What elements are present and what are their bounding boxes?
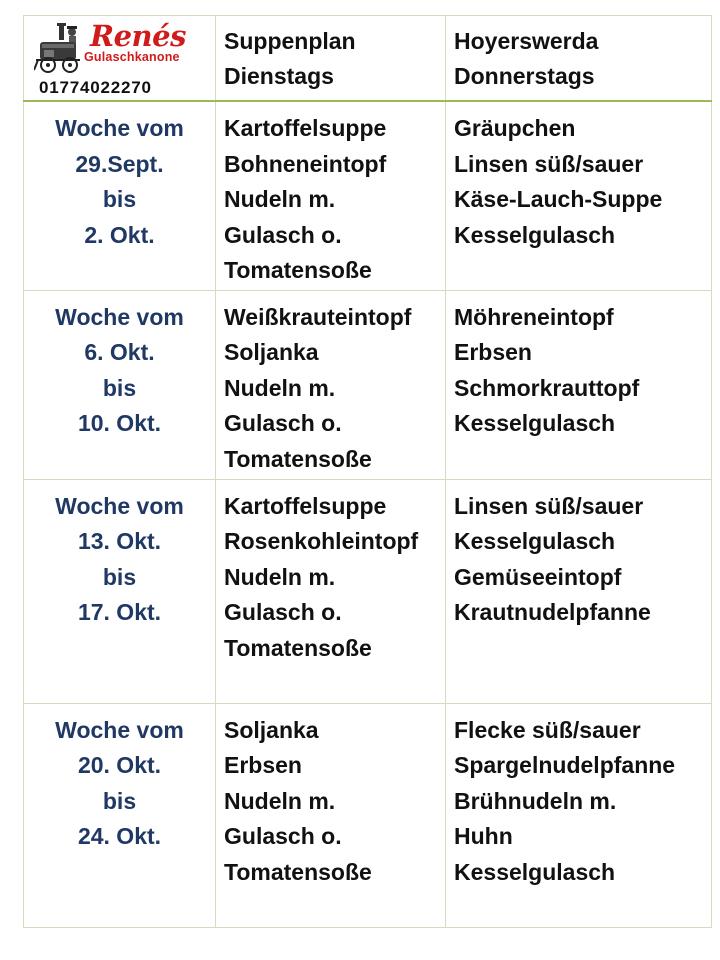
soup-item: Nudeln m. — [224, 374, 336, 401]
soup-item: Nudeln m. — [224, 563, 336, 590]
soup-item: Kesselgulasch — [454, 528, 616, 554]
soup-item: Kesselgulasch — [454, 221, 616, 248]
soup-item: Linsen süß/sauer — [454, 492, 644, 519]
header-line: Suppenplan — [224, 28, 356, 54]
thursday-soups — [446, 290, 712, 479]
soup-item: Gräupchen — [454, 115, 576, 141]
week-label-line: 6. Okt. — [84, 339, 155, 365]
header-line: Hoyerswerda — [454, 28, 599, 54]
soup-plan-table — [23, 15, 712, 928]
tuesday-soups — [216, 101, 446, 290]
header-thursday — [446, 16, 712, 102]
soup-item: Gulasch o. — [224, 823, 342, 849]
logo-name: Renés — [90, 19, 186, 53]
week-label — [24, 479, 216, 703]
week-row — [24, 101, 712, 290]
soup-item: Kesselgulasch — [454, 410, 616, 436]
field-kitchen-icon — [34, 22, 86, 74]
tuesday-soups — [216, 290, 446, 479]
week-row — [24, 703, 712, 927]
week-label-line: 2. Okt. — [84, 221, 155, 248]
soup-item: Gulasch o. — [224, 221, 342, 248]
phone-number: 01774022270 — [39, 78, 152, 97]
logo — [34, 19, 190, 74]
soup-item: Gulasch o. — [224, 599, 342, 625]
soup-item: Gemüseeintopf — [454, 563, 622, 590]
soup-item: Käse-Lauch-Suppe — [454, 186, 663, 212]
tuesday-soups — [216, 479, 446, 703]
week-label-line: Woche vom — [55, 716, 184, 743]
header-line: Donnerstags — [454, 63, 595, 89]
soup-item: Schmorkrauttopf — [454, 374, 640, 401]
week-label-line: bis — [102, 186, 137, 212]
soup-item: Möhreneintopf — [454, 303, 614, 330]
soup-item: Nudeln m. — [224, 787, 336, 814]
soup-item: Erbsen — [224, 752, 302, 778]
week-label-line: 29.Sept. — [75, 150, 164, 177]
soup-item: Tomatensoße — [224, 858, 372, 885]
thursday-soups — [446, 703, 712, 927]
header-tuesday — [216, 16, 446, 102]
tuesday-soups — [216, 703, 446, 927]
thursday-soups — [446, 479, 712, 703]
week-label-line: 20. Okt. — [77, 752, 162, 778]
week-row — [24, 479, 712, 703]
soup-item: Bohneneintopf — [224, 150, 387, 177]
week-label — [24, 703, 216, 927]
week-label-line: bis — [102, 374, 137, 401]
header-row — [24, 16, 712, 102]
soup-item: Tomatensoße — [224, 257, 372, 283]
soup-item: Tomatensoße — [224, 634, 372, 661]
soup-item: Flecke süß/sauer — [454, 716, 641, 743]
soup-item: Huhn — [454, 823, 513, 849]
week-label-line: 17. Okt. — [77, 599, 162, 625]
week-row — [24, 290, 712, 479]
week-label — [24, 290, 216, 479]
soup-item: Kesselgulasch — [454, 858, 616, 885]
logo-subtitle: Gulaschkanone — [84, 50, 180, 64]
week-label-line: 24. Okt. — [77, 823, 162, 849]
soup-item: Linsen süß/sauer — [454, 150, 644, 177]
soup-item: Brühnudeln m. — [454, 787, 617, 814]
week-label — [24, 101, 216, 290]
soup-item: Soljanka — [224, 339, 319, 365]
week-label-line: bis — [102, 787, 137, 814]
week-label-line: Woche vom — [55, 492, 184, 519]
soup-item: Gulasch o. — [224, 410, 342, 436]
soup-item: Tomatensoße — [224, 445, 372, 472]
soup-item: Nudeln m. — [224, 186, 336, 212]
week-label-line: Woche vom — [55, 115, 184, 141]
thursday-soups — [446, 101, 712, 290]
soup-item: Rosenkohleintopf — [224, 528, 419, 554]
soup-item: Soljanka — [224, 716, 319, 743]
week-label-line: bis — [102, 563, 137, 590]
header-line: Dienstags — [224, 63, 334, 89]
soup-item: Spargelnudelpfanne — [454, 752, 676, 778]
logo-cell — [24, 16, 216, 102]
soup-item: Kartoffelsuppe — [224, 492, 387, 519]
week-label-line: 13. Okt. — [77, 528, 162, 554]
week-label-line: Woche vom — [55, 303, 184, 330]
week-label-line: 10. Okt. — [77, 410, 162, 436]
soup-item: Kartoffelsuppe — [224, 115, 387, 141]
soup-item: Erbsen — [454, 339, 532, 365]
soup-item: Krautnudelpfanne — [454, 599, 651, 625]
soup-item: Weißkrauteintopf — [224, 303, 412, 330]
